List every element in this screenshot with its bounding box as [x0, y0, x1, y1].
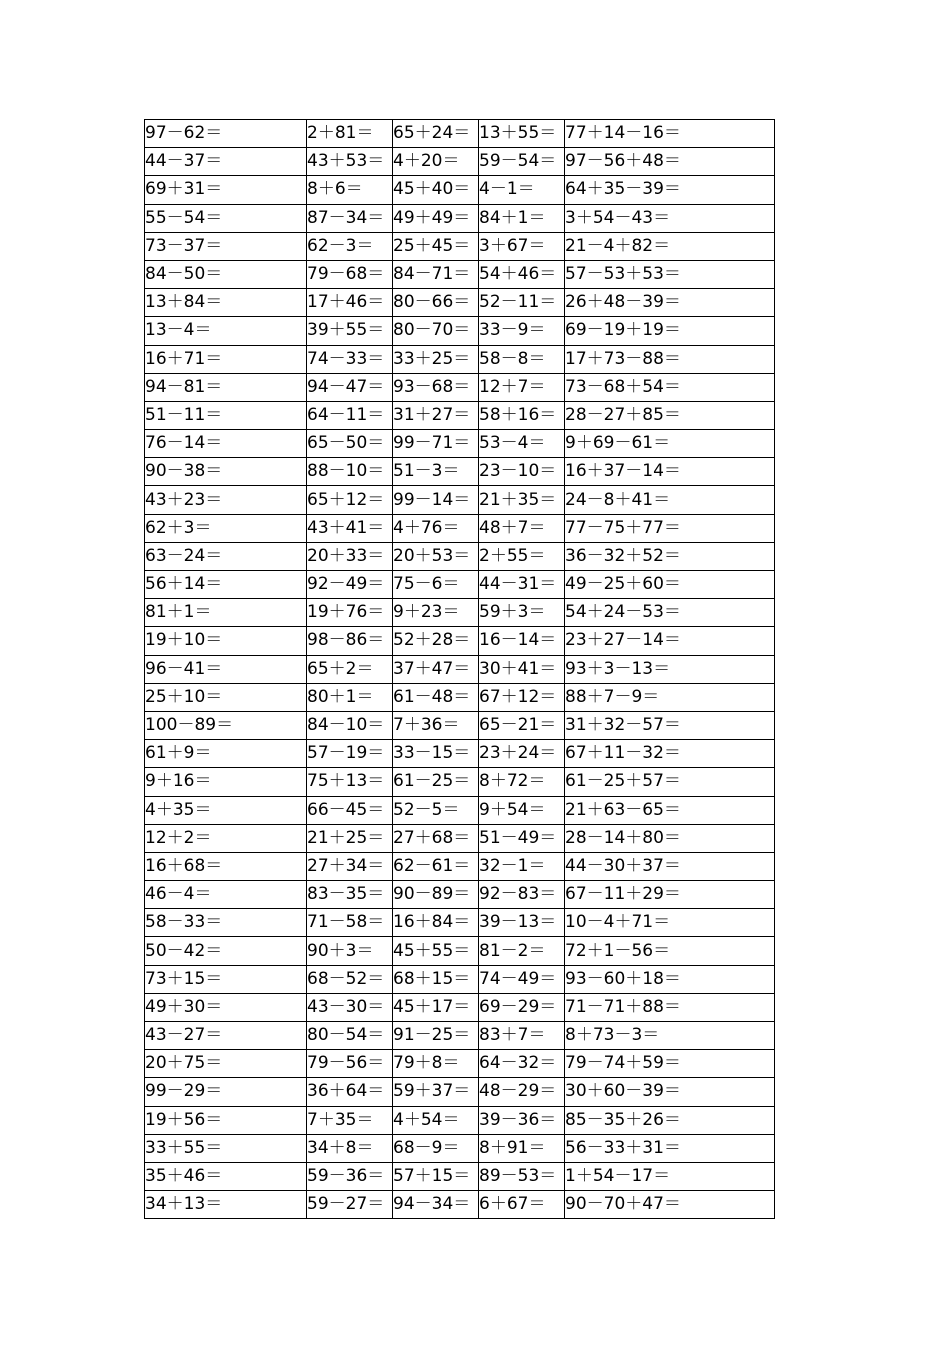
problem-cell: 68－52＝ [307, 965, 393, 993]
problem-cell: 96－41＝ [145, 655, 307, 683]
problem-cell: 80－70＝ [393, 317, 479, 345]
problem-cell: 71－58＝ [307, 909, 393, 937]
problem-cell: 21＋35＝ [479, 486, 565, 514]
problem-cell: 57＋15＝ [393, 1162, 479, 1190]
problem-cell: 23－10＝ [479, 458, 565, 486]
table-row [145, 1191, 775, 1219]
problem-cell: 25＋45＝ [393, 232, 479, 260]
problem-cell: 76－14＝ [145, 430, 307, 458]
problem-cell: 33－9＝ [479, 317, 565, 345]
problem-cell: 75－6＝ [393, 571, 479, 599]
problem-cell: 54＋46＝ [479, 260, 565, 288]
problem-cell: 32－1＝ [479, 852, 565, 880]
problem-cell: 43＋53＝ [307, 148, 393, 176]
problem-cell: 77－75＋77＝ [565, 514, 775, 542]
table-row [145, 683, 775, 711]
problem-cell: 80＋1＝ [307, 683, 393, 711]
problem-cell: 19＋56＝ [145, 1106, 307, 1134]
problem-cell: 74－49＝ [479, 965, 565, 993]
table-row [145, 430, 775, 458]
problem-cell: 17＋73－88＝ [565, 345, 775, 373]
problem-cell: 59＋37＝ [393, 1078, 479, 1106]
problem-cell: 87－34＝ [307, 204, 393, 232]
problem-cell: 90－89＝ [393, 881, 479, 909]
problem-cell: 59－27＝ [307, 1191, 393, 1219]
table-row [145, 909, 775, 937]
problem-cell: 21－4＋82＝ [565, 232, 775, 260]
problem-cell: 20＋33＝ [307, 542, 393, 570]
problem-cell: 37＋47＝ [393, 655, 479, 683]
table-row [145, 260, 775, 288]
problem-cell: 33－15＝ [393, 740, 479, 768]
problem-cell: 19＋76＝ [307, 599, 393, 627]
table-row [145, 599, 775, 627]
problem-cell: 90＋3＝ [307, 937, 393, 965]
problem-cell: 75＋13＝ [307, 768, 393, 796]
problem-cell: 90－38＝ [145, 458, 307, 486]
problem-cell: 49＋30＝ [145, 993, 307, 1021]
problem-cell: 30＋41＝ [479, 655, 565, 683]
problem-cell: 16＋37－14＝ [565, 458, 775, 486]
problem-cell: 51－49＝ [479, 824, 565, 852]
problem-cell: 17＋46＝ [307, 289, 393, 317]
table-row [145, 796, 775, 824]
problem-cell: 27＋68＝ [393, 824, 479, 852]
problem-cell: 94－81＝ [145, 373, 307, 401]
table-row [145, 176, 775, 204]
problem-cell: 1＋54－17＝ [565, 1162, 775, 1190]
problem-cell: 93－68＝ [393, 373, 479, 401]
table-row [145, 627, 775, 655]
table-row [145, 852, 775, 880]
problem-cell: 8＋73－3＝ [565, 1022, 775, 1050]
problem-cell: 65＋12＝ [307, 486, 393, 514]
problem-cell: 52＋28＝ [393, 627, 479, 655]
problem-cell: 67＋12＝ [479, 683, 565, 711]
problem-cell: 56＋14＝ [145, 571, 307, 599]
problem-cell: 93＋3－13＝ [565, 655, 775, 683]
problem-cell: 74－33＝ [307, 345, 393, 373]
problem-cell: 16－14＝ [479, 627, 565, 655]
problem-cell: 13＋84＝ [145, 289, 307, 317]
problem-cell: 64＋35－39＝ [565, 176, 775, 204]
problem-cell: 43＋41＝ [307, 514, 393, 542]
problem-cell: 44－31＝ [479, 571, 565, 599]
table-row [145, 514, 775, 542]
problem-cell: 61－25＋57＝ [565, 768, 775, 796]
problem-cell: 9＋16＝ [145, 768, 307, 796]
problem-cell: 26＋48－39＝ [565, 289, 775, 317]
problem-cell: 84－71＝ [393, 260, 479, 288]
problem-cell: 80－66＝ [393, 289, 479, 317]
problem-cell: 16＋71＝ [145, 345, 307, 373]
table-row [145, 486, 775, 514]
problem-cell: 63－24＝ [145, 542, 307, 570]
problem-cell: 3＋54－43＝ [565, 204, 775, 232]
problem-cell: 45＋40＝ [393, 176, 479, 204]
arithmetic-worksheet-table [144, 119, 775, 1219]
table-row [145, 345, 775, 373]
table-row [145, 373, 775, 401]
problem-cell: 65＋24＝ [393, 120, 479, 148]
problem-cell: 43－27＝ [145, 1022, 307, 1050]
problem-cell: 25＋10＝ [145, 683, 307, 711]
problem-cell: 27＋34＝ [307, 852, 393, 880]
problem-cell: 52－5＝ [393, 796, 479, 824]
problem-cell: 33＋25＝ [393, 345, 479, 373]
problem-cell: 33＋55＝ [145, 1134, 307, 1162]
table-row [145, 120, 775, 148]
problem-cell: 83－35＝ [307, 881, 393, 909]
problem-cell: 12＋7＝ [479, 373, 565, 401]
problem-cell: 61－25＝ [393, 768, 479, 796]
problem-cell: 21＋25＝ [307, 824, 393, 852]
problem-cell: 67＋11－32＝ [565, 740, 775, 768]
problem-cell: 13－4＝ [145, 317, 307, 345]
problem-cell: 35＋46＝ [145, 1162, 307, 1190]
problem-cell: 23＋24＝ [479, 740, 565, 768]
worksheet-body [145, 120, 775, 1219]
problem-cell: 84＋1＝ [479, 204, 565, 232]
problem-cell: 59＋3＝ [479, 599, 565, 627]
problem-cell: 81－2＝ [479, 937, 565, 965]
problem-cell: 39－36＝ [479, 1106, 565, 1134]
table-row [145, 881, 775, 909]
problem-cell: 16＋84＝ [393, 909, 479, 937]
problem-cell: 34＋8＝ [307, 1134, 393, 1162]
problem-cell: 58－33＝ [145, 909, 307, 937]
problem-cell: 44－30＋37＝ [565, 852, 775, 880]
problem-cell: 8＋6＝ [307, 176, 393, 204]
table-row [145, 740, 775, 768]
problem-cell: 49＋49＝ [393, 204, 479, 232]
problem-cell: 7＋35＝ [307, 1106, 393, 1134]
problem-cell: 43－30＝ [307, 993, 393, 1021]
problem-cell: 88－10＝ [307, 458, 393, 486]
problem-cell: 39＋55＝ [307, 317, 393, 345]
problem-cell: 3＋67＝ [479, 232, 565, 260]
problem-cell: 97－62＝ [145, 120, 307, 148]
problem-cell: 45＋17＝ [393, 993, 479, 1021]
problem-cell: 81＋1＝ [145, 599, 307, 627]
problem-cell: 68＋15＝ [393, 965, 479, 993]
problem-cell: 91－25＝ [393, 1022, 479, 1050]
problem-cell: 69＋31＝ [145, 176, 307, 204]
problem-cell: 58－8＝ [479, 345, 565, 373]
problem-cell: 71－71＋88＝ [565, 993, 775, 1021]
table-row [145, 993, 775, 1021]
problem-cell: 92－49＝ [307, 571, 393, 599]
problem-cell: 31＋27＝ [393, 401, 479, 429]
problem-cell: 88＋7－9＝ [565, 683, 775, 711]
problem-cell: 55－54＝ [145, 204, 307, 232]
problem-cell: 20＋53＝ [393, 542, 479, 570]
table-row [145, 1106, 775, 1134]
problem-cell: 79－56＝ [307, 1050, 393, 1078]
problem-cell: 80－54＝ [307, 1022, 393, 1050]
table-row [145, 655, 775, 683]
table-row [145, 1134, 775, 1162]
problem-cell: 31＋32－57＝ [565, 711, 775, 739]
table-row [145, 1022, 775, 1050]
problem-cell: 93－60＋18＝ [565, 965, 775, 993]
problem-cell: 43＋23＝ [145, 486, 307, 514]
problem-cell: 73＋15＝ [145, 965, 307, 993]
problem-cell: 51－11＝ [145, 401, 307, 429]
problem-cell: 4＋20＝ [393, 148, 479, 176]
problem-cell: 13＋55＝ [479, 120, 565, 148]
problem-cell: 19＋10＝ [145, 627, 307, 655]
problem-cell: 24－8＋41＝ [565, 486, 775, 514]
problem-cell: 50－42＝ [145, 937, 307, 965]
problem-cell: 4＋54＝ [393, 1106, 479, 1134]
problem-cell: 57－53＋53＝ [565, 260, 775, 288]
problem-cell: 99－71＝ [393, 430, 479, 458]
problem-cell: 64－32＝ [479, 1050, 565, 1078]
problem-cell: 8＋72＝ [479, 768, 565, 796]
table-row [145, 711, 775, 739]
problem-cell: 72＋1－56＝ [565, 937, 775, 965]
problem-cell: 69－19＋19＝ [565, 317, 775, 345]
problem-cell: 61－48＝ [393, 683, 479, 711]
problem-cell: 79＋8＝ [393, 1050, 479, 1078]
problem-cell: 89－53＝ [479, 1162, 565, 1190]
problem-cell: 83＋7＝ [479, 1022, 565, 1050]
problem-cell: 56－33＋31＝ [565, 1134, 775, 1162]
problem-cell: 49－25＋60＝ [565, 571, 775, 599]
problem-cell: 28－14＋80＝ [565, 824, 775, 852]
problem-cell: 97－56＋48＝ [565, 148, 775, 176]
table-row [145, 571, 775, 599]
problem-cell: 46－4＝ [145, 881, 307, 909]
table-row [145, 317, 775, 345]
problem-cell: 7＋36＝ [393, 711, 479, 739]
problem-cell: 48＋7＝ [479, 514, 565, 542]
problem-cell: 67－11＋29＝ [565, 881, 775, 909]
problem-cell: 94－34＝ [393, 1191, 479, 1219]
problem-cell: 44－37＝ [145, 148, 307, 176]
problem-cell: 73－68＋54＝ [565, 373, 775, 401]
problem-cell: 8＋91＝ [479, 1134, 565, 1162]
problem-cell: 65－21＝ [479, 711, 565, 739]
table-row [145, 1162, 775, 1190]
table-row [145, 204, 775, 232]
table-row [145, 542, 775, 570]
table-row [145, 768, 775, 796]
problem-cell: 59－54＝ [479, 148, 565, 176]
problem-cell: 20＋75＝ [145, 1050, 307, 1078]
problem-cell: 85－35＋26＝ [565, 1106, 775, 1134]
problem-cell: 36－32＋52＝ [565, 542, 775, 570]
problem-cell: 99－29＝ [145, 1078, 307, 1106]
problem-cell: 62＋3＝ [145, 514, 307, 542]
problem-cell: 2＋55＝ [479, 542, 565, 570]
problem-cell: 98－86＝ [307, 627, 393, 655]
problem-cell: 68－9＝ [393, 1134, 479, 1162]
problem-cell: 64－11＝ [307, 401, 393, 429]
problem-cell: 4－1＝ [479, 176, 565, 204]
problem-cell: 65－50＝ [307, 430, 393, 458]
problem-cell: 6＋67＝ [479, 1191, 565, 1219]
table-row [145, 232, 775, 260]
problem-cell: 53－4＝ [479, 430, 565, 458]
problem-cell: 36＋64＝ [307, 1078, 393, 1106]
problem-cell: 90－70＋47＝ [565, 1191, 775, 1219]
problem-cell: 62－3＝ [307, 232, 393, 260]
problem-cell: 58＋16＝ [479, 401, 565, 429]
problem-cell: 66－45＝ [307, 796, 393, 824]
problem-cell: 39－13＝ [479, 909, 565, 937]
problem-cell: 79－68＝ [307, 260, 393, 288]
problem-cell: 30＋60－39＝ [565, 1078, 775, 1106]
problem-cell: 61＋9＝ [145, 740, 307, 768]
problem-cell: 9＋23＝ [393, 599, 479, 627]
table-row [145, 965, 775, 993]
problem-cell: 2＋81＝ [307, 120, 393, 148]
problem-cell: 77＋14－16＝ [565, 120, 775, 148]
problem-cell: 79－74＋59＝ [565, 1050, 775, 1078]
problem-cell: 4＋76＝ [393, 514, 479, 542]
problem-cell: 57－19＝ [307, 740, 393, 768]
problem-cell: 73－37＝ [145, 232, 307, 260]
problem-cell: 45＋55＝ [393, 937, 479, 965]
table-row [145, 148, 775, 176]
problem-cell: 16＋68＝ [145, 852, 307, 880]
problem-cell: 69－29＝ [479, 993, 565, 1021]
problem-cell: 94－47＝ [307, 373, 393, 401]
problem-cell: 28－27＋85＝ [565, 401, 775, 429]
problem-cell: 12＋2＝ [145, 824, 307, 852]
problem-cell: 48－29＝ [479, 1078, 565, 1106]
problem-cell: 92－83＝ [479, 881, 565, 909]
problem-cell: 4＋35＝ [145, 796, 307, 824]
problem-cell: 10－4＋71＝ [565, 909, 775, 937]
table-row [145, 1078, 775, 1106]
problem-cell: 21＋63－65＝ [565, 796, 775, 824]
problem-cell: 84－50＝ [145, 260, 307, 288]
problem-cell: 84－10＝ [307, 711, 393, 739]
problem-cell: 59－36＝ [307, 1162, 393, 1190]
table-row [145, 401, 775, 429]
problem-cell: 99－14＝ [393, 486, 479, 514]
problem-cell: 65＋2＝ [307, 655, 393, 683]
problem-cell: 9＋54＝ [479, 796, 565, 824]
table-row [145, 824, 775, 852]
problem-cell: 51－3＝ [393, 458, 479, 486]
table-row [145, 289, 775, 317]
problem-cell: 9＋69－61＝ [565, 430, 775, 458]
problem-cell: 23＋27－14＝ [565, 627, 775, 655]
table-row [145, 458, 775, 486]
problem-cell: 62－61＝ [393, 852, 479, 880]
table-row [145, 937, 775, 965]
table-row [145, 1050, 775, 1078]
problem-cell: 54＋24－53＝ [565, 599, 775, 627]
problem-cell: 34＋13＝ [145, 1191, 307, 1219]
problem-cell: 100－89＝ [145, 711, 307, 739]
problem-cell: 52－11＝ [479, 289, 565, 317]
